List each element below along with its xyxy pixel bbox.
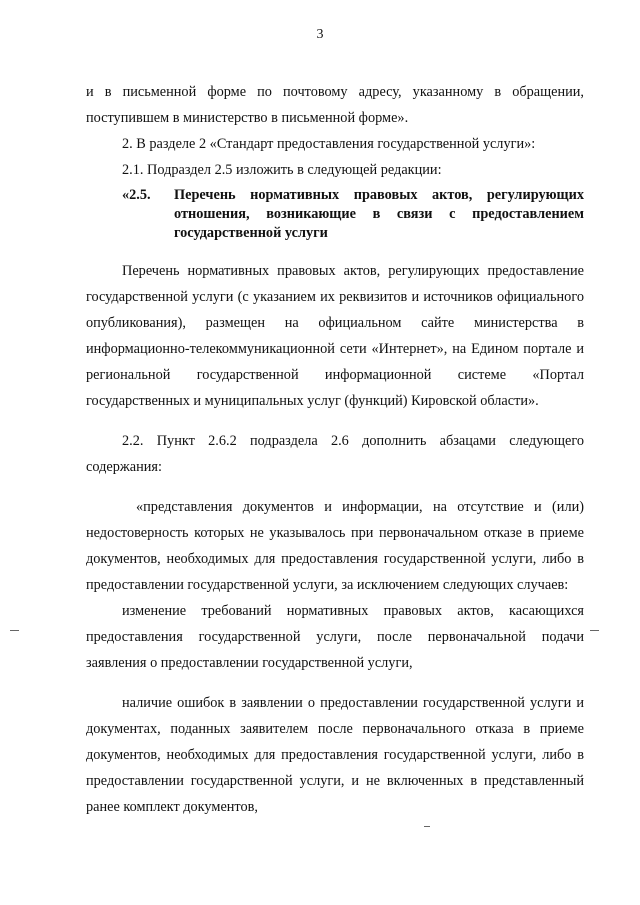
paragraph-case-2: наличие ошибок в заявлении о предоставлении государственной услуги и документах, поданных заявителем после первоначального отказа в приеме документов, необходимых для предоставления государственной услуги, либо в предоставлении государственной услуги, и не включенных в представленный ранее комплект документов, bbox=[86, 695, 584, 815]
heading-number: «2.5. bbox=[122, 187, 151, 203]
section-heading bbox=[86, 186, 584, 243]
scan-mark-right bbox=[590, 630, 599, 631]
scan-mark-bottom bbox=[424, 826, 430, 827]
paragraph-case-1: изменение требований нормативных правовых актов, касающихся предоставления государственной услуги, после первоначальной подачи заявления о предоставлении государственной услуги, bbox=[86, 603, 584, 671]
paragraph-section-2: 2. В разделе 2 «Стандарт предоставления государственной услуги»: bbox=[122, 136, 536, 152]
paragraph-point-2-2: 2.2. Пункт 2.6.2 подраздела 2.6 дополнить абзацами следующего содержания: bbox=[86, 433, 584, 475]
document-body bbox=[86, 79, 584, 820]
paragraph-quoted-text: «представления документов и информации, на отсутствие и (или) недостоверность которых не указывалось при первоначальном отказе в приеме документов, необходимых для предоставления государственной услуги, либо в предоставлении государственной услуги, за исключением следующих случаев: bbox=[86, 499, 584, 593]
scan-mark-left bbox=[10, 630, 19, 631]
paragraph-continuation: и в письменной форме по почтовому адресу, указанному в обращении, поступившем в министерство в письменной форме». bbox=[86, 84, 584, 126]
paragraph-list-of-acts: Перечень нормативных правовых актов, регулирующих предоставление государственной услуги (с указанием их реквизитов и источников официального опубликования), размещен на официальном сайте министерства в информационно-телекоммуникационной сети «Интернет», на Едином портале и региональной государственной информационной системе «Портал государственных и муниципальных услуг (функций) Кировской области». bbox=[86, 263, 584, 409]
page-number: 3 bbox=[316, 27, 324, 42]
paragraph-subsection-2-1: 2.1. Подраздел 2.5 изложить в следующей редакции: bbox=[122, 162, 442, 178]
heading-text: Перечень нормативных правовых актов, регулирующих отношения, возникающие в связи с предоставлением государственной услуги bbox=[174, 187, 584, 241]
